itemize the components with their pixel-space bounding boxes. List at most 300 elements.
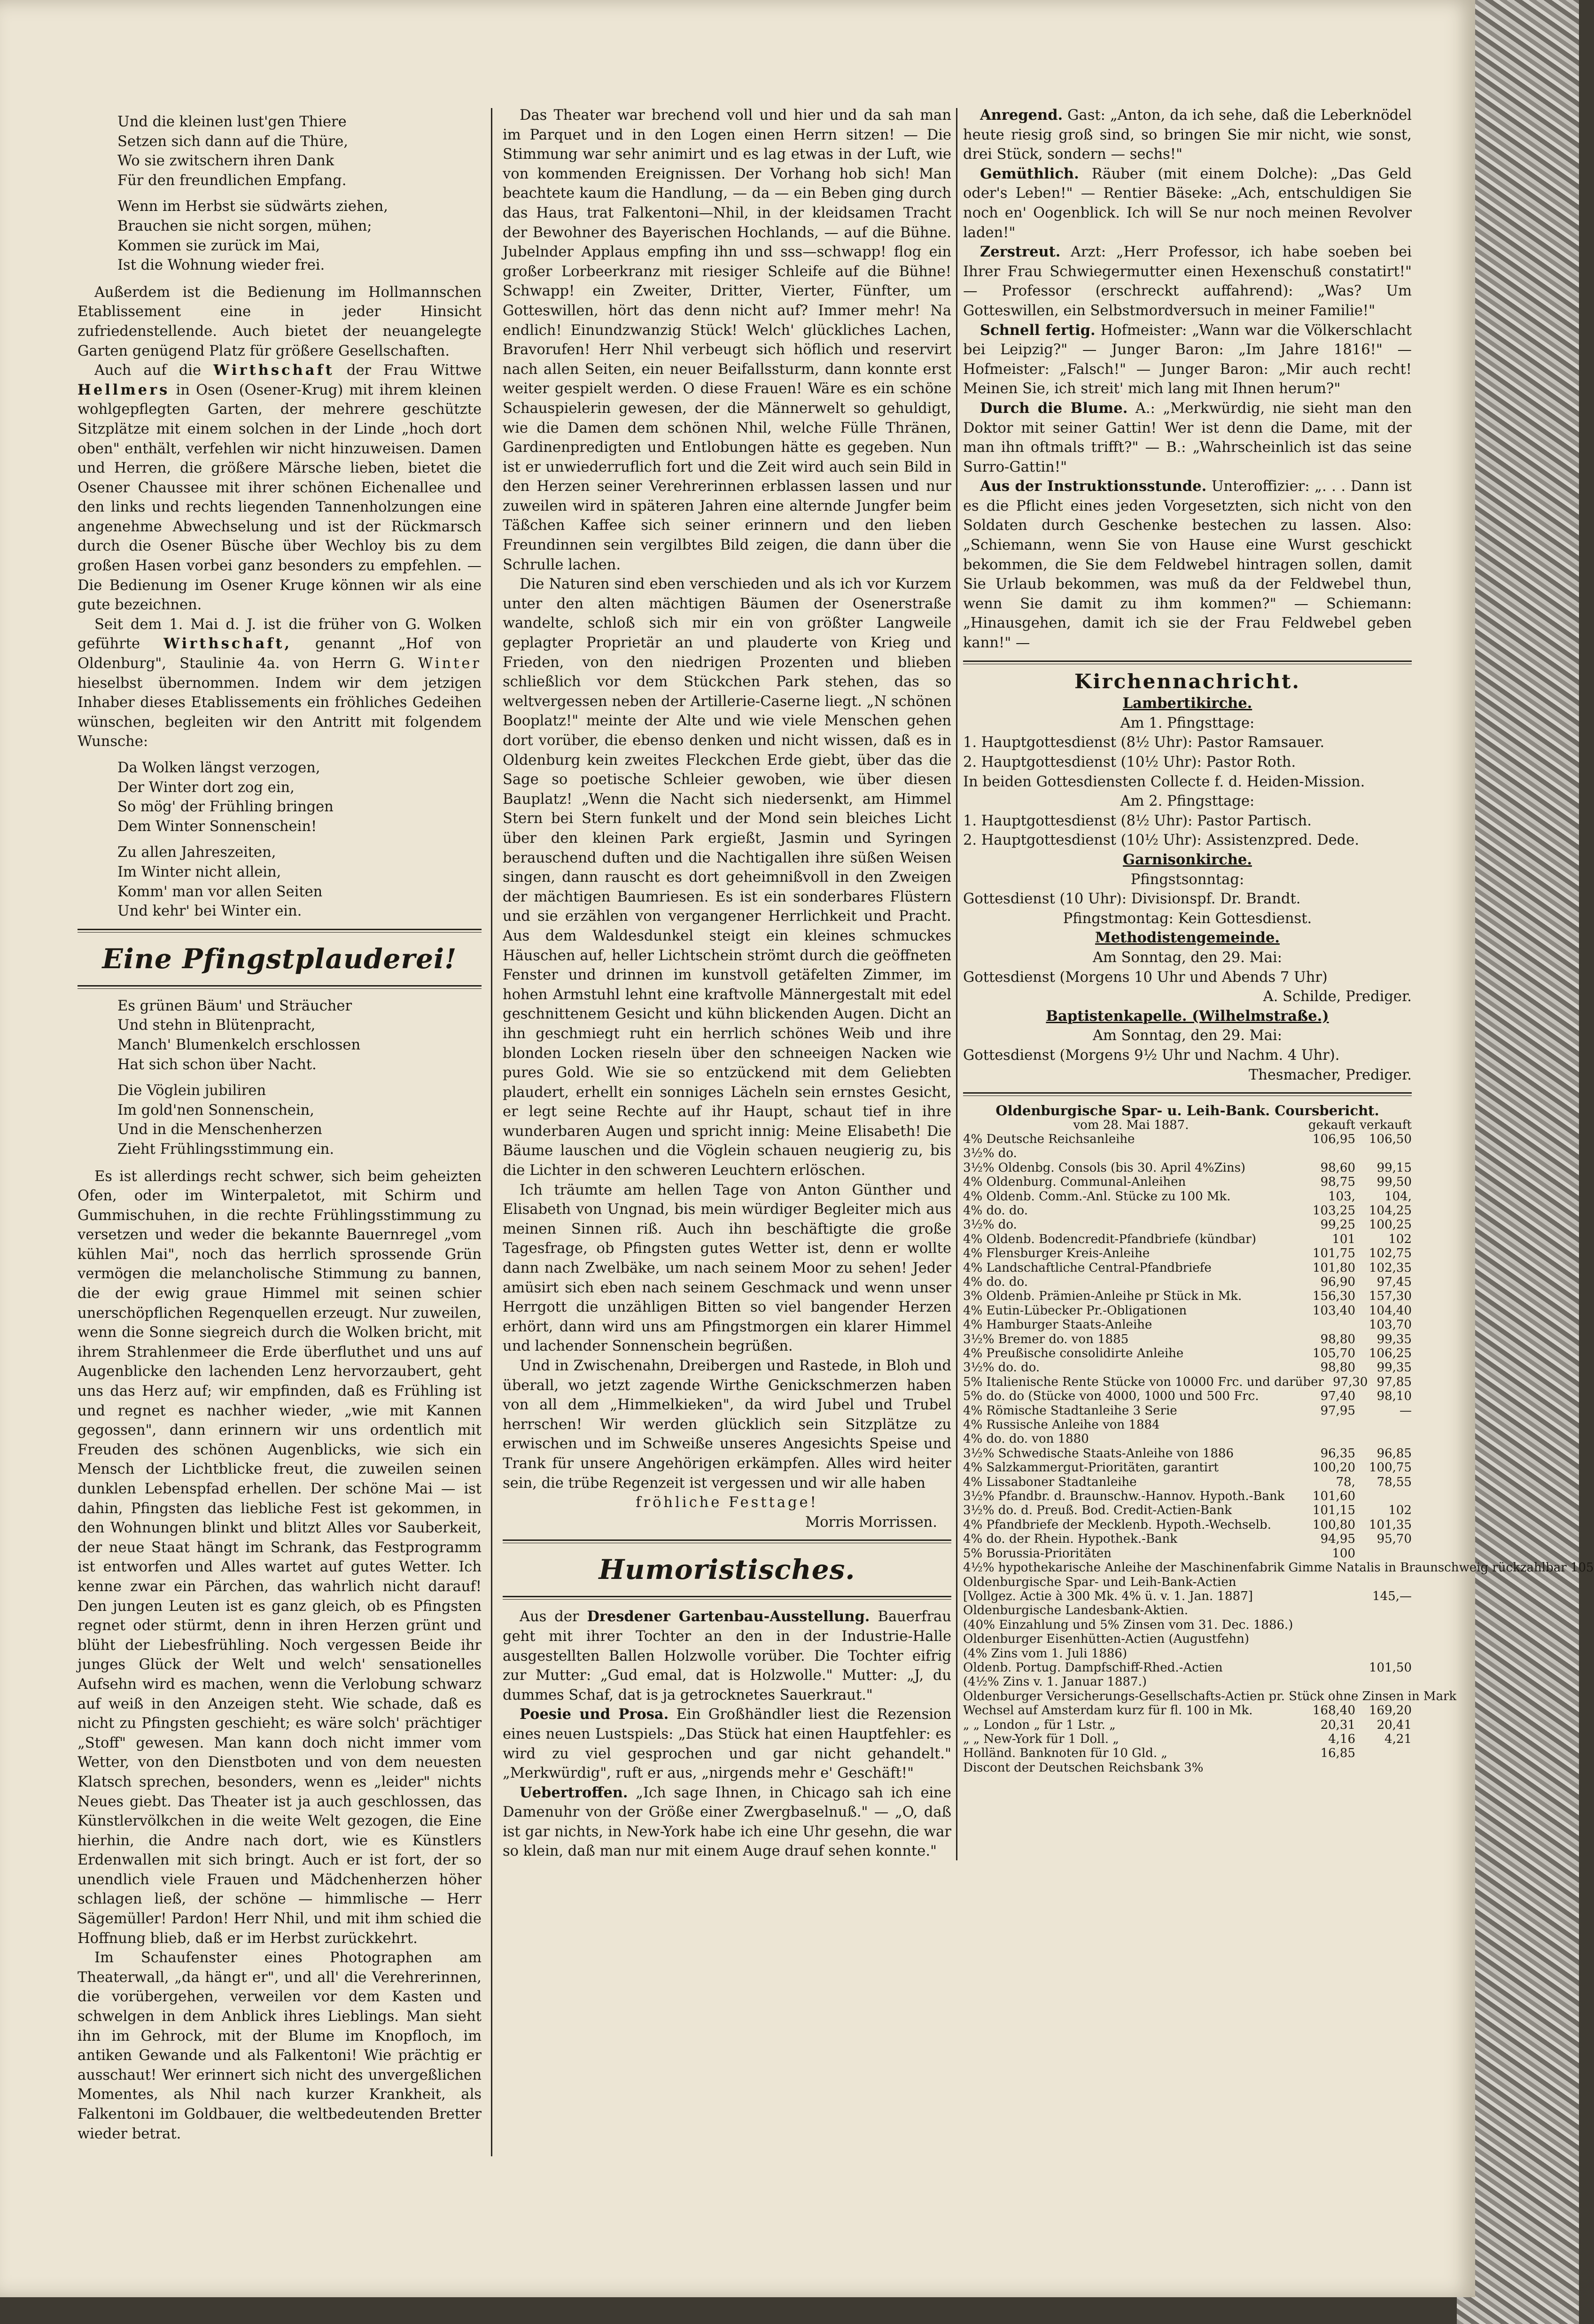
bought-price: 100,20 (1313, 1461, 1355, 1475)
verse-line: Es grünen Bäum' und Sträucher (117, 997, 352, 1014)
verse-line: So mög' der Frühling bringen (117, 799, 334, 816)
security-name: (4½% Zins v. 1. Januar 1887.) (963, 1675, 1147, 1689)
sold-price: 145,— (1372, 1589, 1412, 1603)
sold-price: 99,35 (1376, 1332, 1412, 1346)
anecdote-title: Aus der Instruktionsstunde. (980, 478, 1207, 495)
stock-report (963, 1103, 1594, 1775)
security-name: 4% do. der Rhein. Hypothek.-Bank (963, 1532, 1178, 1547)
bought-price (1299, 1318, 1355, 1332)
church-news-line: In beiden Gottesdiensten Collecte f. d. Heiden-Mission. (963, 773, 1365, 790)
sold-price: 99,15 (1376, 1160, 1412, 1175)
security-name: Oldenburger Versicherungs-Gesellschafts-Actien pr. Stück ohne Zinsen in Mark (963, 1689, 1457, 1703)
church-news-line: A. Schilde, Prediger. (1263, 988, 1412, 1005)
stock-row (963, 1146, 1412, 1160)
stock-row (963, 1489, 1412, 1503)
stock-report-title: Oldenburgische Spar- u. Leih-Bank. Coursbericht. (995, 1103, 1379, 1119)
sold-price (1355, 1632, 1412, 1646)
stock-row (963, 1432, 1412, 1446)
stock-row (963, 1661, 1412, 1675)
security-name: 4% Römische Stadtanleihe 3 Serie (963, 1403, 1177, 1418)
bought-price: 97,30 (1333, 1375, 1368, 1389)
section-divider (78, 985, 482, 989)
sold-price: 99,50 (1376, 1175, 1412, 1189)
verse-line: Der Winter dort zog ein, (117, 779, 295, 796)
sold-price: 103,70 (1369, 1318, 1412, 1332)
bought-price: 101,80 (1313, 1260, 1355, 1275)
church-news-line: Baptistenkapelle. (Wilhelmstraße.) (1046, 1007, 1329, 1025)
stock-row (963, 1375, 1412, 1389)
bought-price (1299, 1661, 1355, 1675)
sold-price: 95,70 (1376, 1532, 1412, 1547)
paragraph (78, 361, 482, 615)
bought-price: 106,95 (1313, 1132, 1355, 1146)
anecdote (963, 242, 1412, 320)
bought-price: 103,40 (1313, 1303, 1355, 1318)
paragraph: Es ist allerdings recht schwer, sich beim geheizten Ofen, oder im Winterpaletot, mit Schirm und Gummischuhen, in die rechte Frühlingsstimmung zu versetzen und weder die bekannte Bauernregel „vom kühlen Mai", noch das herrlich sprossende Grün vermögen die melancholische Stimmung zu bannen, die der ewig graue Himmel mit seinen schier unerschöpflichen Regenquellen erzeugt. Nur zuweilen, wenn die Sonne siegreich durch die Wolken bricht, mit ihrem Strahlenmeer die Erde überfluthet und uns auf Augenblicke den lachenden Lenz hervorzaubert, geht uns das Herz auf; wir empfinden, daß es Frühling ist und regnet es nachher wieder, „wie mit Kannen gegossen", dann erinnern wir uns ordentlich mit Freuden des schönen Augenblicks, wie sich ein Mensch der Lichtblicke freut, die zuweilen seinen dunklen Lebenspfad erhellen. Der schöne Mai — ist dahin, Pfingsten das liebliche Fest ist gekommen, in den Wohnungen blinkt und blitzt Alles vor Sauberkeit, der neue Staat hängt im Schrank, das Festprogramm ist entworfen und Alles wartet auf gutes Wetter. Ich kenne zwar ein Pärchen, das wahrlich nicht darauf! Den jungen Leuten ist es ganz gleich, ob es Pfingsten regnet oder stürmt, denn in ihren Herzen grünt und blüht der Liebesfrühling. Noch vergessen Beide ihr junges Glück der Welt und welch' sensationelles Aufsehn wird es machen, wenn die Verlobung schwarz auf weiß in den Anzeigen steht. Wie schade, daß es nicht zu Pfingsten geschieht; es wäre solch' prächtiger „Stoff" gewesen. Man kann doch nicht immer vom Wetter, von den Dienstboten und von dem neuesten Klatsch sprechen, besonders, wenn es „leider" nichts Neues giebt. Das Theater ist ja auch geschlossen, das Künstlervölkchen in die weite Welt gezogen, die Eine hierhin, die Andre nach dort, wie es Künstlers Erdenwallen mit sich bringt. Auch er ist fort, der so unendlich viele Frauen und Mädchenherzen höher schlagen ließ, der schöne — himmlische — Herr Sägemüller! Pardon! Herr Nhil, und mit ihm schied die Hoffnung blieb, daß er im Herbst zurückkehrt. (78, 1168, 482, 1947)
stock-row (963, 1475, 1412, 1489)
section-divider (503, 1596, 951, 1600)
church-news-line: 1. Hauptgottesdienst (8½ Uhr): Pastor Partisch. (963, 812, 1312, 829)
anecdote-title: Schnell fertig. (980, 321, 1096, 339)
sold-price: 104,25 (1369, 1203, 1412, 1218)
poem (117, 112, 482, 275)
text: Bauerfrau geht mit ihrer Tochter an den in der Industrie-Halle ausgestellten Ballen Holzwolle vorüber. Die Tochter eifrig zur Mutter: „Gud emal, dat is Holzwolle." Mutter: „J, du dummes Schaf, dat is ja getrocknetes Sauerkraut." (503, 1609, 951, 1703)
sold-price: 102 (1388, 1232, 1412, 1246)
sold-price (1355, 1418, 1412, 1432)
verse-line: Zieht Frühlingsstimmung ein. (117, 1141, 334, 1158)
bought-price: 105,70 (1313, 1346, 1355, 1360)
church-news-line: Gottesdienst (Morgens 9½ Uhr und Nachm. 4 Uhr). (963, 1047, 1340, 1064)
security-name: 3½% do. d. Preuß. Bod. Credit-Actien-Bank (963, 1503, 1232, 1518)
sold-price (1355, 1618, 1412, 1632)
sold-price: 157,30 (1369, 1289, 1412, 1304)
church-news-list (963, 694, 1412, 1085)
sold-price (1355, 1432, 1412, 1446)
stanza (117, 843, 482, 921)
stock-row (963, 1189, 1412, 1204)
sold-price: — (1400, 1403, 1412, 1418)
security-name: 4% Preußische consolidirte Anleihe (963, 1346, 1184, 1360)
bought-price (1299, 1675, 1355, 1689)
stock-row (963, 1246, 1412, 1260)
stock-row (963, 1218, 1412, 1232)
section-divider (78, 929, 482, 933)
anecdote (503, 1783, 951, 1861)
security-name: „ „ New-York für 1 Doll. „ (963, 1732, 1119, 1746)
bought-price: 103, (1328, 1189, 1355, 1204)
column-divider (956, 108, 957, 1860)
bought-price (1299, 1632, 1355, 1646)
bought-price: 98,75 (1320, 1175, 1355, 1189)
church-news-line: Garnisonkirche. (1123, 851, 1252, 868)
stock-row (963, 1289, 1412, 1303)
verse-line: Dem Winter Sonnenschein! (117, 818, 317, 835)
security-name: (4% Zins vom 1. Juli 1886) (963, 1646, 1127, 1661)
bought-price (1299, 1418, 1355, 1432)
security-name: 5% do. do (Stücke von 4000, 1000 und 500 Frc. (963, 1389, 1259, 1404)
sold-price: 100,75 (1369, 1461, 1412, 1475)
church-news-line: Pfingstsonntag: (1130, 871, 1244, 888)
text: genannt „Hof von Oldenburg", Staulinie 4a. von Herrn G. (78, 636, 482, 672)
bought-price (1299, 1761, 1355, 1775)
security-name: Oldenburger Eisenhütten-Actien (Augustfehn) (963, 1632, 1250, 1647)
anecdote-title: Anregend. (980, 107, 1063, 124)
article-headline: Eine Pfingstplauderei! (102, 942, 457, 975)
security-name: Holländ. Banknoten für 10 Gld. „ (963, 1746, 1167, 1761)
sold-price: 96,85 (1376, 1446, 1412, 1461)
anecdote-title: Zerstreut. (980, 243, 1061, 261)
security-name: 4% Flensburger Kreis-Anleihe (963, 1246, 1150, 1261)
church-news-line: Am Sonntag, den 29. Mai: (1092, 1027, 1283, 1044)
verse-line: Und kehr' bei Winter ein. (117, 903, 302, 920)
security-name: 3½% do. (963, 1146, 1017, 1161)
security-name: 4½% hypothekarische Anleihe der Maschinenfabrik Gimme Natalis in Braunschweig rückzahlbar 105 (963, 1561, 1594, 1575)
stock-row (963, 1304, 1412, 1318)
security-name: 4% do. do. (963, 1275, 1028, 1289)
stock-row (963, 1518, 1412, 1532)
stock-row (963, 1703, 1412, 1718)
sold-price: 20,41 (1376, 1718, 1412, 1732)
bought-price: 97,40 (1320, 1389, 1355, 1404)
church-news-line: 2. Hauptgottesdienst (10½ Uhr): Pastor Roth. (963, 754, 1296, 770)
bought-price (1299, 1146, 1355, 1160)
text: Arzt: „Herr Professor, ich habe soeben bei Ihrer Frau Schwiegermutter einen Hexenschuß constatirt!" — Professor (erschreckt auffahrend): „Was? Um Gotteswillen, ein Selbstmordversuch in meiner Familie!" (963, 244, 1412, 319)
security-name: 4% Hamburger Staats-Anleihe (963, 1318, 1152, 1332)
sold-price: 106,50 (1369, 1132, 1412, 1146)
paragraph: Die Naturen sind eben verschieden und als ich vor Kurzem unter den alten mächtigen Bäumen der Osenerstraße wandelte, schloß sich mir ein von größter Langweile geplagter Proprietär an und plauderte von Krieg und Frieden, von den niedrigen Prozenten und blieben schließlich vor dem Stückchen Park stehen, das so weltvergessen neben der Artillerie-Caserne liegt. „N schönen Booplatz!" meinte der Alte und wie viele Menschen gehen dort vorüber, die ebenso denken und nicht wissen, daß es in Oldenburg kein zweites Fleckchen Erde giebt, über das die Sage so poetische Schleier gewoben, wie über diesen Bauplatz! „Wenn die Nacht sich niedersenkt, am Himmel Stern bei Stern funkelt und der Mond sein bleiches Licht über den kleinen Park ergießt, Jasmin und Syringen berauschend duften und die Nachtigallen ihre süßen Weisen singen, dann rauscht es dort geheimnißvoll in den Zweigen der mächtigen Baumriesen. Es ist ein sonderbares Flüstern und sie erzählen von vergangener Herrlichkeit und Pracht. Aus dem Waldesdunkel steigt ein kleines schmuckes Häuschen auf, heller Lichtschein strömt durch die geöffneten Fenster und drinnen im kunstvoll getäfelten Zimmer, im hohen Armstuhl lehnt eine kraftvolle Männergestalt mit edel geschnittenem Gesicht und kühn blickenden Augen. Dicht an ihn geschmiegt ruht ein herrlich schönes Weib und ihre blonden Locken rieseln über den schneeigen Nacken wie pures Gold. Wie sie so entzückend mit dem Geliebten plaudert, erhellt ein sonniges Lächeln sein ernstes Gesicht, er legt seine Rechte auf ihr Haupt, schaut tief in ihre wunderbaren Augen und spricht innig: Meine Elisabeth! Die Bäume lauschen und die Vöglein schauen neugierig zu, bis die Lichter in den schweren Leuchtern erlöschen. (503, 576, 951, 1179)
text: Gast: „Anton, da ich sehe, daß die Leberknödel heute riesig groß sind, so bringen Sie mir nicht, wie sonst, drei Stück, sondern — sechs!" (963, 107, 1412, 163)
sold-price (1355, 1746, 1412, 1760)
verse-line: Hat sich schon über Nacht. (117, 1056, 317, 1073)
bought-price (1299, 1603, 1355, 1617)
security-name: 5% Italienische Rente Stücke von 10000 Frc. und darüber (963, 1375, 1324, 1389)
sold-price: 97,85 (1376, 1375, 1412, 1389)
text: Hofmeister: „Wann war die Völkerschlacht bei Leipzig?" — Junger Baron: „Im Jahre 1816!" — Hofmeister: „Falsch!" — Junger Baron: „Mir auch recht! Meinen Sie, ich streit' mich lang mit Ihnen herum?" (963, 322, 1412, 397)
bought-price: 156,30 (1313, 1289, 1355, 1304)
anecdote-title: Uebertroffen. (520, 1784, 628, 1801)
stock-row (963, 1746, 1412, 1760)
stock-row (963, 1603, 1412, 1617)
security-name: 3½% Bremer do. von 1885 (963, 1332, 1129, 1346)
church-news-line: Am 2. Pfingsttage: (1120, 793, 1255, 810)
poem (117, 758, 482, 921)
verse-line: Wenn im Herbst sie südwärts ziehen, (117, 198, 388, 215)
stock-row (963, 1503, 1412, 1517)
stanza (117, 112, 482, 190)
paragraph: Außerdem ist die Bedienung im Hollmannschen Etablissement eine in jeder Hinsicht zufriedenstellende. Auch bietet der neuangelegte Garten genügend Platz für größere Gesellschaften. (78, 284, 482, 359)
stock-row (963, 1404, 1412, 1418)
bought-price: 4,16 (1328, 1732, 1355, 1746)
bought-price: 96,90 (1320, 1275, 1355, 1289)
stock-row (963, 1346, 1412, 1360)
bought-price: 98,80 (1320, 1360, 1355, 1375)
verse-line: Setzen sich dann auf die Thüre, (117, 133, 348, 150)
stanza (117, 758, 482, 836)
security-name: Oldenburgische Landesbank-Aktien. (963, 1603, 1189, 1618)
security-name: Oldenb. Portug. Dampfschiff-Rhed.-Actien (963, 1660, 1223, 1675)
security-name: 3½% do. do. (963, 1360, 1040, 1375)
anecdote-title: Poesie und Prosa. (520, 1706, 669, 1723)
column-divider (491, 108, 492, 2156)
paragraph: Im Schaufenster eines Photographen am Theaterwall, „da hängt er", und all' die Verehrerinnen, die vorübergehen, verweilen vor dem Kasten und schwelgen in dem Anblick ihres Lieblings. Man sieht ihn im Gehrock, mit der Blume im Knopfloch, im antiken Gewande und als Falkentoni! Wie prächtig er ausschaut! Wer erinnert sich nicht des unvergeßlichen Momentes, als Nhil nach kurzer Krankheit, als Falkentoni im Goldbauer, die weltbedeutenden Bretter wieder betrat. (78, 1950, 482, 2142)
stock-row (963, 1232, 1412, 1246)
bought-price: 101,15 (1313, 1503, 1355, 1518)
security-name: 4% Lissaboner Stadtanleihe (963, 1475, 1137, 1489)
security-name: „ „ London „ für 1 Lstr. „ (963, 1718, 1116, 1732)
stock-row (963, 1132, 1412, 1146)
bought-price: 96,35 (1320, 1446, 1355, 1461)
church-news-line: Am Sonntag, den 29. Mai: (1092, 949, 1283, 966)
stock-row (963, 1632, 1412, 1646)
verse-line: Im Winter nicht allein, (117, 863, 281, 880)
sold-price: 102 (1388, 1503, 1412, 1518)
sold-price: 169,20 (1369, 1703, 1412, 1718)
security-name: 4% Landschaftliche Central-Pfandbriefe (963, 1260, 1212, 1275)
verse-line: Im gold'nen Sonnenschein, (117, 1102, 315, 1119)
sold-price: 102,75 (1369, 1246, 1412, 1261)
stock-row (963, 1204, 1412, 1218)
verse-line: Wo sie zwitschern ihren Dank (117, 153, 334, 170)
anecdote (503, 1607, 951, 1705)
anecdote-title: Durch die Blume. (980, 399, 1128, 417)
verse-line: Komm' man vor allen Seiten (117, 883, 323, 900)
church-news-line: 2. Hauptgottesdienst (10½ Uhr): Assistenzpred. Dede. (963, 832, 1360, 849)
security-name: 4% do. do. (963, 1203, 1028, 1218)
security-name: 4% Russische Anleihe von 1884 (963, 1418, 1160, 1432)
anecdote (503, 1705, 951, 1783)
anecdote (963, 477, 1412, 653)
author-signature: Morris Morrissen. (805, 1514, 937, 1531)
column-2 (503, 106, 951, 1861)
emphasis: Winter (418, 655, 482, 672)
bought-price: 78, (1336, 1475, 1355, 1489)
sold-price: 101,50 (1369, 1660, 1412, 1675)
poem (117, 996, 482, 1159)
bought-price: 98,80 (1320, 1332, 1355, 1346)
bought-price (1299, 1432, 1355, 1446)
stock-row (963, 1732, 1412, 1746)
sold-price: 101,35 (1369, 1517, 1412, 1532)
section-divider (963, 661, 1412, 664)
sold-price: 106,25 (1369, 1346, 1412, 1360)
text: A.: „Merkwürdig, nie sieht man den Doktor mit seiner Gattin! Wer ist denn die Dame, mit der man ihn oftmals trifft?" — B.: „Wahrscheinlich ist das seine Surro-Gattin!" (963, 400, 1412, 475)
emphasis: Hellmers (78, 381, 170, 398)
text: Auch auf die (94, 362, 202, 379)
anecdote-title: Dresdener Gartenbau-Ausstellung. (587, 1608, 870, 1625)
bought-price (1299, 1575, 1355, 1589)
stock-row (963, 1360, 1412, 1375)
bought-price: 97,95 (1320, 1403, 1355, 1418)
security-name: 4% Eutin-Lübecker Pr.-Obligationen (963, 1303, 1187, 1318)
security-name: 5% Borussia-Prioritäten (963, 1546, 1112, 1561)
stock-row (963, 1547, 1412, 1561)
stock-row (963, 1418, 1412, 1432)
stock-report-rows (963, 1132, 1594, 1775)
stock-row (963, 1561, 1594, 1575)
sold-price: 97,45 (1376, 1275, 1412, 1289)
bought-price (1299, 1647, 1355, 1661)
bought-price: 101 (1332, 1232, 1355, 1246)
bought-price: 94,95 (1320, 1532, 1355, 1547)
report-date: vom 28. Mai 1887. (1073, 1118, 1189, 1132)
stock-row (963, 1161, 1412, 1175)
bought-price: 16,85 (1320, 1746, 1355, 1761)
stock-report-subheader (963, 1118, 1412, 1132)
verse-line: Und stehn in Blütenpracht, (117, 1017, 316, 1034)
text: Unteroffizier: „. . . Dann ist es die Pflicht eines jeden Vorgesetzten, sich nicht von den Soldaten durch Geschenke bestechen zu lassen. Also: „Schiemann, wenn Sie von Hause eine Wurst geschickt bekommen, die Sie dem Feldwebel hintragen sollen, damit Sie Urlaub bekommen, was muß da der Feldwebel thun, wenn Sie damit zu ihm kommen?" — Schiemann: „Hinausgehen, damit ich sie der Frau Feldwebel geben kann!" — (963, 478, 1412, 652)
text: hieselbst übernommen. Indem wir dem jetzigen Inhaber dieses Etablissements ein fröhliches Gedeihen wünschen, begleiten wir den Antritt mit folgendem Wunsche: (78, 675, 482, 750)
church-news-line: Gottesdienst (Morgens 10 Uhr und Abends 7 Uhr) (963, 969, 1328, 986)
verse-line: Und in die Menschenherzen (117, 1121, 322, 1138)
bought-price: 100 (1332, 1546, 1355, 1561)
church-news-line: Lambertikirche. (1122, 695, 1252, 712)
stock-row (963, 1332, 1412, 1346)
stock-row (963, 1261, 1412, 1275)
sold-price (1355, 1547, 1412, 1561)
stanza (117, 197, 482, 275)
church-news-line: Gottesdienst (10 Uhr): Divisionspf. Dr. Brandt. (963, 891, 1301, 908)
sold-price (1355, 1675, 1412, 1689)
church-news-line: 1. Hauptgottesdienst (8½ Uhr): Pastor Ramsauer. (963, 734, 1325, 751)
paragraph: Ich träumte am hellen Tage von Anton Günther und Elisabeth von Ungnad, bis mein würdiger Begleiter mich aus meinen Sinnen riß. Auch ihn beschäftigte die große Tagesfrage, ob Pfingsten gutes Wetter ist, denn er wollte dann nach Zwelbäke, um nach seinem Moor zu sehen! Jeder amüsirt sich eben nach seinem Geschmack und wenn unser Herrgott die unzähligen Bitten so viel bangender Herzen erhört, dann wird uns am Pfingstmorgen ein klarer Himmel und lachender Sonnenschein begrüßen. (503, 1181, 951, 1355)
bought-price: 98,60 (1320, 1160, 1355, 1175)
security-name: Discont der Deutschen Reichsbank 3% (963, 1760, 1204, 1775)
bought-price: 101,75 (1313, 1246, 1355, 1261)
bought-price: 99,25 (1320, 1218, 1355, 1232)
sold-price: 104, (1384, 1189, 1412, 1204)
security-name: Oldenburgische Spar- und Leih-Bank-Actien (963, 1575, 1236, 1589)
church-news-line: Methodistengemeinde. (1095, 929, 1280, 947)
stock-row (963, 1318, 1412, 1332)
bought-price: 103,25 (1313, 1203, 1355, 1218)
verse-line: Brauchen sie nicht sorgen, mühen; (117, 218, 372, 234)
text: „Ich sage Ihnen, in Chicago sah ich eine Damenuhr von der Größe einer Zwergbaselnuß." — „O, daß ist gar nichts, in New-York habe ich eine Uhr gesehn, die war so klein, daß man nur mit einem Auge drauf sehen konnte." (503, 1784, 951, 1860)
stock-row (963, 1575, 1412, 1589)
sold-price: 4,21 (1384, 1732, 1412, 1746)
stock-row (963, 1175, 1412, 1189)
security-name: 3½% Oldenbg. Consols (bis 30. April 4%Zins) (963, 1160, 1246, 1175)
verse-line: Kommen sie zurück im Mai, (117, 237, 320, 254)
sold-price (1355, 1146, 1412, 1160)
stock-row (963, 1761, 1412, 1775)
security-name: 4% Oldenb. Comm.-Anl. Stücke zu 100 Mk. (963, 1189, 1231, 1204)
column-3 (963, 106, 1594, 1775)
paragraph: Das Theater war brechend voll und hier und da sah man im Parquet und in den Logen einen Herrn sitzen! — Die Stimmung war sehr animirt und es lag etwas in der Luft, wie von kommenden Ereignissen. Der Vorhang hob sich! Man beachtete kaum die Handlung, — da — ein Beben ging durch das Haus, trat Falkentoni—Nhil, in der kleidsamen Tracht der Bewohner des Bayerischen Hochlands, — auf die Bühne. Jubelnder Applaus empfing ihn und sss—schwapp! flog ein großer Lorbeerkranz mit riesiger Schleife auf die Bühne! Schwapp! ein Zweiter, Dritter, Vierter, Fünfter, um Gotteswillen, hört das denn nicht auf? Immer mehr! Na endlich! Einundzwanzig Stück! Welch' glückliches Lachen, Bravorufen! Herr Nhil verbeugt sich höflich und reservirt nach allen Seiten, ein neuer Beifallssturm, dann konnte erst weiter gespielt werden. O diese Frauen! Wäre es ein schöne Schauspielerin gewesen, der die Männerwelt so gehuldigt, wie die Damen dem schönen Nhil, welche Fülle Thränen, Gardinenpredigten und Entlobungen hätte es gegeben. Nun ist er unwiederruflich fort und die Zeit wird auch sein Bild in den Herzen seiner Verehrerinnen erblassen lassen und nur zuweilen wird in späteren Jahren eine alternde Jungfer beim Täßchen Kaffee sich seiner erinnern und den lieben Freundinnen sein vergilbtes Bild zeigen, die dann über die Schrulle lachen. (503, 107, 951, 573)
text: Räuber (mit einem Dolche): „Das Geld oder's Leben!" — Rentier Bäseke: „Ach, entschuldigen Sie noch en' Oogenblick. Ich will Se nur noch meinen Revolver laden!" (963, 165, 1412, 241)
text: in Osen (Osener-Krug) mit ihrem kleinen wohlgepflegten Garten, der mehrere geschützte Sitzplätze mit einem solchen in der Linde „hoch dort oben" enthält, verfehlen wir nicht hinzuweisen. Damen und Herren, die größere Märsche lieben, bietet die Osener Chaussee mit ihrer schönen Eichenallee und den links und rechts liegenden Tannenholzungen eine angenehme Abwechselung und ist der Rückmarsch durch die Osener Büsche über Wechloy bis zu dem großen Hasen vorbei ganz besonders zu empfehlen. — Die Bedienung im Osener Kruge können wir als eine gute bezeichnen. (78, 381, 482, 614)
sold-price (1355, 1489, 1412, 1503)
section-divider (503, 1539, 951, 1543)
church-news-line: Thesmacher, Prediger. (1248, 1066, 1412, 1083)
closing-line: fröhliche Festtage! (636, 1494, 818, 1511)
stock-row (963, 1532, 1412, 1546)
bought-price: 168,40 (1313, 1703, 1355, 1718)
security-name: Wechsel auf Amsterdam kurz für fl. 100 in Mk. (963, 1703, 1253, 1718)
verse-line: Und die kleinen lust'gen Thiere (117, 114, 347, 130)
security-name: [Vollgez. Actie à 300 Mk. 4% ü. v. 1. Jan. 1887] (963, 1589, 1253, 1603)
church-news-line: Pfingstmontag: Kein Gottesdienst. (1063, 910, 1312, 927)
stock-row (963, 1689, 1457, 1703)
security-name: 4% Deutsche Reichsanleihe (963, 1132, 1135, 1146)
stock-row (963, 1461, 1412, 1475)
stock-row (963, 1389, 1412, 1403)
book-edge (1457, 0, 1579, 2324)
text: Ein Großhändler liest die Rezension eines neuen Lustspiels: „Das Stück hat einen Hauptfehler: es wird zu viel gesprochen und gar nicht gehandelt." „Merkwürdig", ruft er aus, „nirgends mehr e' Geschäft!" (503, 1706, 951, 1782)
sold-price: 102,35 (1369, 1260, 1412, 1275)
security-name: 3½% Schwedische Staats-Anleihe von 1886 (963, 1446, 1234, 1461)
verse-line: Die Vöglein jubiliren (117, 1082, 266, 1099)
column-header-bought: gekauft (1308, 1118, 1355, 1132)
stock-row (963, 1275, 1412, 1289)
text: Aus der (520, 1609, 579, 1625)
bought-price: 20,31 (1320, 1718, 1355, 1732)
column-1 (78, 106, 482, 2144)
verse-line: Da Wolken längst verzogen, (117, 760, 320, 776)
anecdote (963, 106, 1412, 164)
emphasis: Wirthschaft (213, 362, 334, 379)
paragraph: Und in Zwischenahn, Dreibergen und Rastede, in Bloh und überall, wo jetzt zagende Wirthe Genickschmerzen haben von all dem „Himmelkieken", da wird Jubel und Trubel herrschen! Wir werden glücklich sein Sitzplätze zu erwischen und im Schweiße unseres Angesichts Speise und Trank für unsere Angehörigen erkämpfen. Alles wird heiter sein, die trübe Regenzeit ist vergessen und wir alle haben (503, 1358, 951, 1492)
paragraph (78, 615, 482, 752)
sold-price: 98,10 (1376, 1389, 1412, 1404)
security-name: 4% Oldenb. Bodencredit-Pfandbriefe (kündbar) (963, 1232, 1256, 1246)
security-name: (40% Einzahlung und 5% Zinsen vom 31. Dec. 1886.) (963, 1617, 1293, 1632)
stock-row (963, 1675, 1412, 1689)
bought-price (1299, 1618, 1355, 1632)
section-headline: Humoristisches. (599, 1554, 855, 1586)
stock-row (963, 1618, 1412, 1632)
verse-line: Manch' Blumenkelch erschlossen (117, 1036, 361, 1053)
security-name: 3½% do. (963, 1218, 1017, 1232)
stanza (117, 1081, 482, 1159)
security-name: 3% Oldenb. Prämien-Anleihe pr Stück in Mk. (963, 1289, 1242, 1304)
sold-price (1355, 1575, 1412, 1589)
stock-row (963, 1446, 1412, 1461)
stock-row (963, 1589, 1412, 1603)
verse-line: Zu allen Jahreszeiten, (117, 844, 276, 861)
verse-line: Für den freundlichen Empfang. (117, 172, 347, 189)
sold-price (1355, 1647, 1412, 1661)
bought-price: 100,80 (1313, 1517, 1355, 1532)
church-news-line: Am 1. Pfingsttage: (1120, 715, 1255, 731)
security-name: 3½% Pfandbr. d. Braunschw.-Hannov. Hypoth.-Bank (963, 1489, 1285, 1504)
sold-price (1355, 1603, 1412, 1617)
anecdote (963, 399, 1412, 477)
security-name: 4% Oldenburg. Communal-Anleihen (963, 1175, 1186, 1189)
security-name: 4% Pfandbriefe der Mecklenb. Hypoth.-Wechselb. (963, 1517, 1271, 1532)
anecdote (963, 164, 1412, 242)
church-news-headline: Kirchennachricht. (1074, 669, 1301, 693)
anecdote (963, 321, 1412, 399)
verse-line: Ist die Wohnung wieder frei. (117, 257, 325, 274)
anecdote-title: Gemüthlich. (980, 165, 1079, 182)
sold-price: 100,25 (1369, 1218, 1412, 1232)
security-name: 4% do. do. von 1880 (963, 1432, 1089, 1446)
stanza (117, 996, 482, 1074)
sold-price (1355, 1761, 1412, 1775)
emphasis: Wirthschaft, (163, 635, 292, 653)
security-name: 4% Salzkammergut-Prioritäten, garantirt (963, 1461, 1219, 1475)
text: der Frau Wittwe (346, 362, 482, 379)
stock-row (963, 1647, 1412, 1661)
bought-price: 101,60 (1313, 1489, 1355, 1504)
column-header-sold: verkauft (1360, 1118, 1412, 1132)
text: Seit dem 1. Mai d. J. ist die früher von G. Wolken geführte (78, 616, 482, 653)
section-divider (963, 1092, 1412, 1096)
sold-price: 78,55 (1376, 1475, 1412, 1489)
sold-price: 99,35 (1376, 1360, 1412, 1375)
bought-price (1299, 1589, 1355, 1603)
sold-price: 104,40 (1369, 1303, 1412, 1318)
